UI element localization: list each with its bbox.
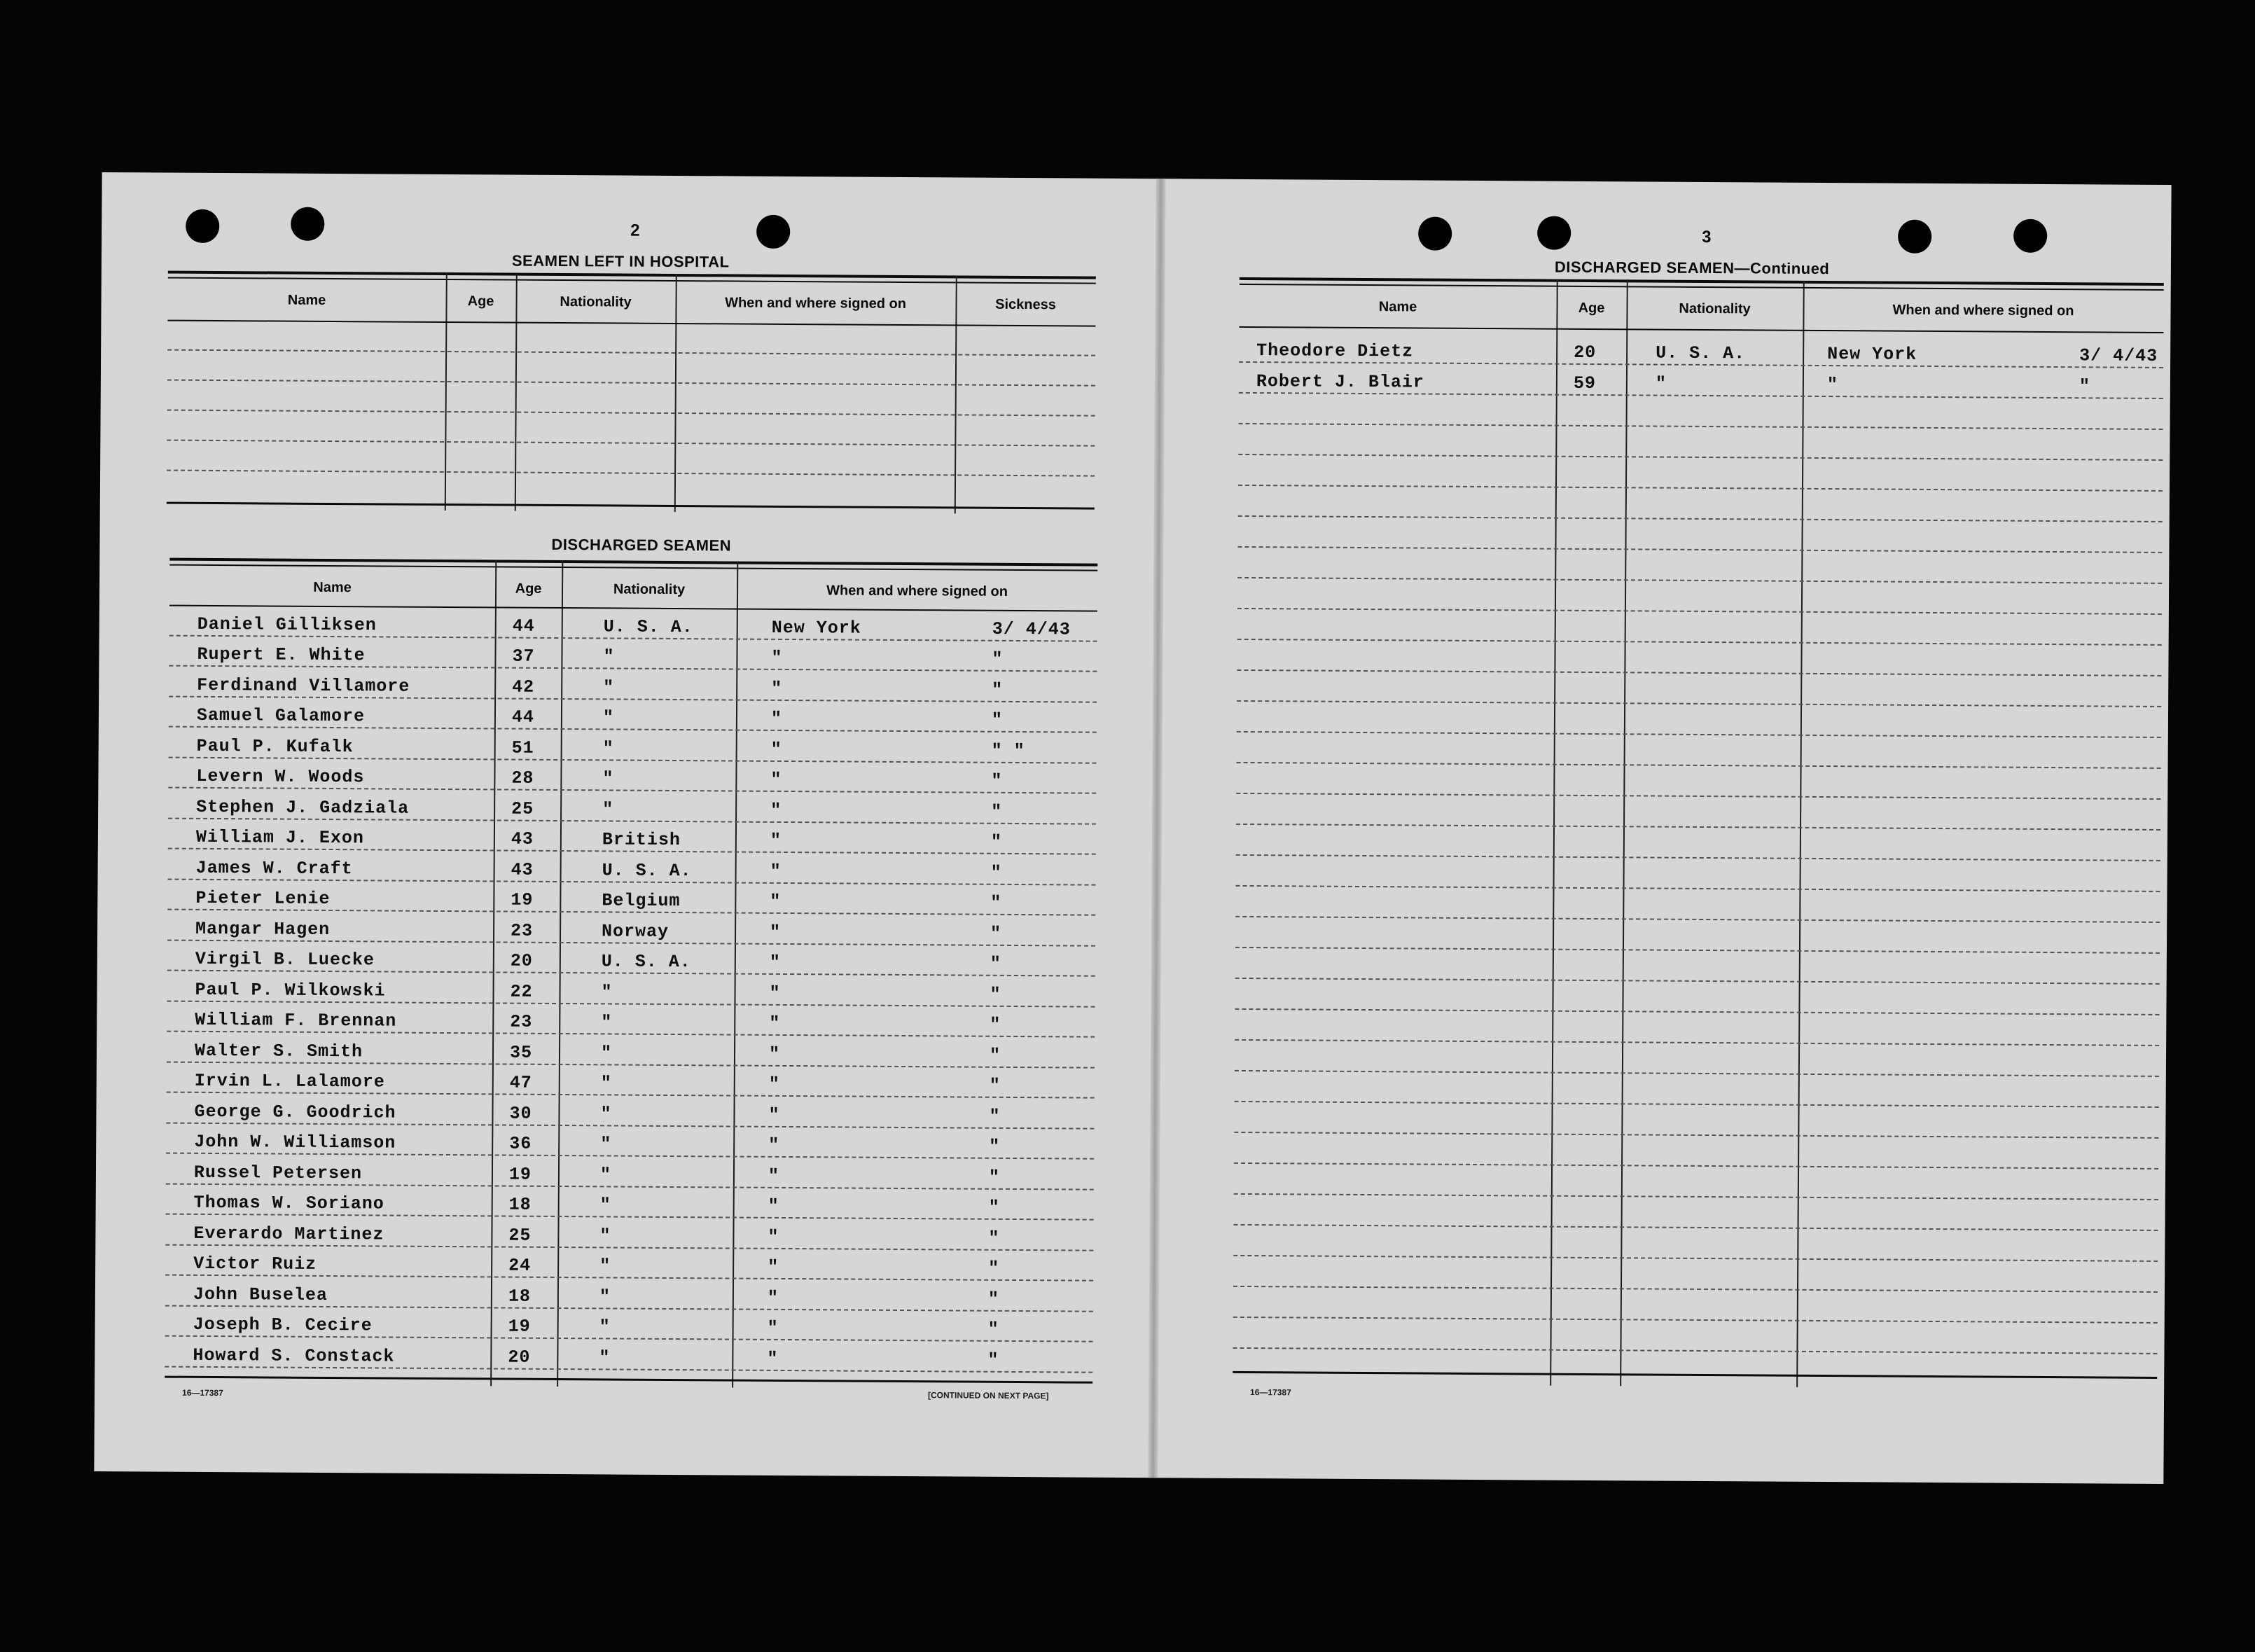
- cell-date: 3/ 4/43: [2079, 345, 2158, 366]
- center-fold: [1148, 179, 1165, 1478]
- cell-name: Robert J. Blair: [1256, 371, 1425, 393]
- cell-nationality: ": [599, 1225, 611, 1246]
- cell-nationality: ": [600, 1103, 612, 1124]
- cell-age: 18: [508, 1194, 532, 1215]
- punch-hole: [756, 215, 790, 249]
- cell-date: ": [990, 953, 1001, 974]
- cell-age: 19: [508, 1164, 532, 1185]
- cell-date: ": [989, 1136, 1001, 1157]
- cell-place: ": [770, 861, 782, 882]
- discharged-section-title: DISCHARGED SEAMEN: [551, 535, 732, 555]
- cell-nationality: ": [601, 1012, 613, 1033]
- cell-name: Victor Ruiz: [193, 1253, 317, 1275]
- cell-date: ": [989, 1075, 1001, 1096]
- cell-age: 28: [511, 768, 534, 789]
- cell-date: ": [989, 1106, 1001, 1127]
- cell-date: ": [988, 1258, 1000, 1279]
- cell-place: ": [770, 891, 782, 912]
- cell-age: 25: [508, 1225, 532, 1246]
- cell-date: ": [991, 709, 1004, 730]
- cell-date: ": [991, 770, 1003, 791]
- cell-date: ": [990, 984, 1001, 1005]
- cell-name: Samuel Galamore: [196, 704, 366, 727]
- punch-hole: [186, 209, 219, 243]
- cell-nationality: ": [600, 1042, 613, 1063]
- cell-place: ": [770, 800, 782, 821]
- column-header-name: Name: [313, 579, 352, 596]
- cell-nationality: ": [599, 1347, 611, 1368]
- cell-age: 20: [1574, 342, 1597, 363]
- cell-nationality: ": [599, 1286, 611, 1307]
- column-header-signed-on: When and where signed on: [725, 295, 907, 312]
- cell-place: ": [771, 678, 783, 699]
- cell-nationality: ": [600, 1073, 612, 1094]
- cell-name: Theodore Dietz: [1256, 340, 1414, 362]
- column-header-age: Age: [1578, 300, 1605, 317]
- cell-nationality: ": [599, 1164, 612, 1185]
- cell-place: ": [768, 1256, 779, 1277]
- discharged-table: [165, 558, 1097, 1390]
- cell-name: Howard S. Constack: [193, 1345, 395, 1367]
- cell-name: Everardo Martinez: [193, 1223, 384, 1244]
- column-header-nationality: Nationality: [1679, 300, 1751, 317]
- cell-date: ": [992, 648, 1004, 669]
- cell-age: 23: [511, 920, 534, 941]
- cell-name: Stephen J. Gadziala: [196, 796, 410, 819]
- cell-date: ": [989, 1045, 1001, 1066]
- cell-nationality: U. S. A.: [601, 951, 691, 973]
- cell-date: ": [988, 1167, 1001, 1188]
- cell-age: 37: [512, 646, 535, 667]
- cell-place: ": [768, 1134, 780, 1155]
- cell-age: 44: [512, 616, 535, 637]
- cell-nationality: ": [599, 1317, 611, 1338]
- cell-nationality: Belgium: [602, 890, 681, 912]
- cell-place: ": [770, 830, 782, 851]
- cell-date: ": [2079, 376, 2090, 397]
- hospital-table: [167, 271, 1096, 515]
- column-header-age: Age: [467, 293, 494, 310]
- cell-name: James W. Craft: [195, 857, 353, 879]
- cell-nationality: U. S. A.: [602, 859, 692, 881]
- cell-date: " ": [991, 740, 1025, 761]
- cell-date: ": [990, 892, 1002, 913]
- column-header-signed-on: When and where signed on: [826, 583, 1008, 599]
- cell-name: William J. Exon: [195, 826, 365, 849]
- cell-age: 24: [508, 1255, 532, 1276]
- page-number: 3: [1702, 227, 1712, 247]
- cell-place: ": [1826, 375, 1838, 396]
- cell-place: ": [770, 769, 782, 790]
- cell-place: ": [769, 983, 781, 1004]
- cell-nationality: Norway: [602, 920, 669, 942]
- cell-name: William F. Brennan: [195, 1009, 397, 1032]
- column-header-nationality: Nationality: [560, 293, 632, 310]
- scanned-crew-list-document: [94, 172, 2171, 1484]
- cell-age: 22: [510, 981, 533, 1002]
- cell-place: ": [769, 922, 782, 943]
- punch-hole: [291, 207, 324, 241]
- cell-date: ": [992, 679, 1004, 700]
- cell-place: ": [770, 739, 782, 760]
- cell-place: ": [769, 952, 781, 973]
- cell-name: John W. Williamson: [194, 1131, 396, 1153]
- cell-age: 20: [508, 1347, 531, 1368]
- cell-name: Joseph B. Cecire: [193, 1314, 373, 1336]
- cell-age: 25: [511, 798, 534, 819]
- cell-place: ": [768, 1226, 779, 1247]
- cell-date: ": [990, 831, 1002, 852]
- cell-date: ": [987, 1349, 999, 1370]
- cell-name: Russel Petersen: [193, 1162, 363, 1184]
- cell-name: Rupert E. White: [197, 644, 366, 666]
- cell-age: 43: [511, 859, 534, 880]
- cell-place: ": [768, 1165, 780, 1186]
- cell-age: 43: [511, 828, 534, 849]
- cell-place: ": [770, 708, 783, 729]
- cell-date: ": [990, 923, 1002, 944]
- hospital-section-title: SEAMEN LEFT IN HOSPITAL: [511, 251, 730, 271]
- cell-name: Virgil B. Luecke: [195, 948, 375, 971]
- cell-nationality: ": [602, 707, 615, 728]
- cell-name: John Buselea: [193, 1284, 328, 1305]
- page-number: 2: [630, 221, 640, 240]
- cell-name: Pieter Lenie: [195, 887, 331, 910]
- cell-nationality: U. S. A.: [603, 616, 693, 637]
- cell-place: New York: [771, 617, 861, 639]
- form-number: 16—17387: [182, 1387, 223, 1398]
- column-header-sickness: Sickness: [995, 296, 1056, 313]
- column-header-signed-on: When and where signed on: [1892, 302, 2074, 319]
- cell-date: ": [988, 1197, 1000, 1218]
- cell-name: Walter S. Smith: [194, 1040, 363, 1062]
- cell-date: ": [991, 801, 1003, 822]
- cell-nationality: ": [602, 737, 614, 758]
- cell-date: ": [988, 1228, 1000, 1249]
- cell-name: Paul P. Wilkowski: [195, 979, 386, 1001]
- cell-name: George G. Goodrich: [194, 1101, 396, 1123]
- punch-hole: [1537, 216, 1571, 250]
- punch-hole: [1418, 216, 1452, 250]
- cell-age: 19: [508, 1316, 531, 1337]
- cell-age: 18: [508, 1286, 532, 1307]
- cell-age: 23: [510, 1011, 533, 1032]
- cell-nationality: ": [600, 1134, 612, 1155]
- cell-name: Mangar Hagen: [195, 918, 331, 940]
- cell-age: 30: [509, 1103, 532, 1124]
- cell-nationality: ": [602, 768, 614, 789]
- cell-nationality: U. S. A.: [1656, 342, 1746, 364]
- cell-age: 47: [509, 1072, 532, 1093]
- cell-nationality: ": [599, 1256, 611, 1277]
- cell-name: Thomas W. Soriano: [193, 1192, 384, 1214]
- cell-nationality: ": [599, 1195, 611, 1216]
- discharged-continued-title: DISCHARGED SEAMEN—Continued: [1554, 258, 1830, 278]
- discharged-continued-table: [1233, 277, 2164, 1389]
- cell-name: Irvin L. Lalamore: [194, 1070, 385, 1092]
- cell-place: ": [768, 1043, 781, 1064]
- cell-place: ": [768, 1074, 780, 1095]
- cell-place: ": [769, 1013, 781, 1034]
- cell-nationality: ": [601, 981, 613, 1002]
- cell-age: 59: [1573, 373, 1596, 394]
- cell-place: New York: [1827, 344, 1917, 365]
- form-number: 16—17387: [1250, 1387, 1291, 1398]
- cell-nationality: ": [603, 676, 615, 697]
- column-header-name: Name: [287, 292, 326, 308]
- cell-place: ": [768, 1104, 780, 1125]
- cell-age: 42: [512, 676, 535, 697]
- cell-age: 19: [511, 889, 534, 910]
- cell-place: ": [767, 1317, 779, 1338]
- cell-date: ": [987, 1319, 999, 1340]
- cell-name: Ferdinand Villamore: [197, 674, 410, 697]
- cell-age: 20: [510, 950, 533, 971]
- cell-nationality: British: [602, 829, 681, 851]
- cell-date: ": [990, 862, 1002, 883]
- continued-note: [CONTINUED ON NEXT PAGE]: [928, 1390, 1049, 1401]
- cell-name: Paul P. Kufalk: [196, 735, 354, 757]
- cell-place: ": [767, 1287, 779, 1308]
- cell-name: Levern W. Woods: [196, 765, 365, 788]
- cell-age: 36: [509, 1133, 532, 1154]
- cell-place: ": [767, 1348, 779, 1369]
- cell-age: 44: [511, 707, 535, 728]
- cell-name: Daniel Gilliksen: [197, 613, 377, 635]
- cell-date: 3/ 4/43: [992, 618, 1071, 639]
- cell-age: 35: [509, 1042, 533, 1063]
- cell-nationality: ": [602, 798, 614, 819]
- punch-hole: [2013, 219, 2047, 253]
- cell-nationality: ": [1655, 373, 1667, 394]
- cell-date: ": [990, 1014, 1001, 1035]
- column-header-name: Name: [1378, 299, 1417, 315]
- cell-date: ": [987, 1289, 999, 1310]
- column-header-nationality: Nationality: [613, 581, 686, 598]
- cell-place: ": [768, 1195, 779, 1216]
- cell-nationality: ": [603, 646, 615, 667]
- cell-age: 51: [511, 737, 534, 758]
- punch-hole: [1898, 220, 1931, 254]
- column-header-age: Age: [515, 581, 542, 597]
- cell-place: ": [771, 647, 783, 668]
